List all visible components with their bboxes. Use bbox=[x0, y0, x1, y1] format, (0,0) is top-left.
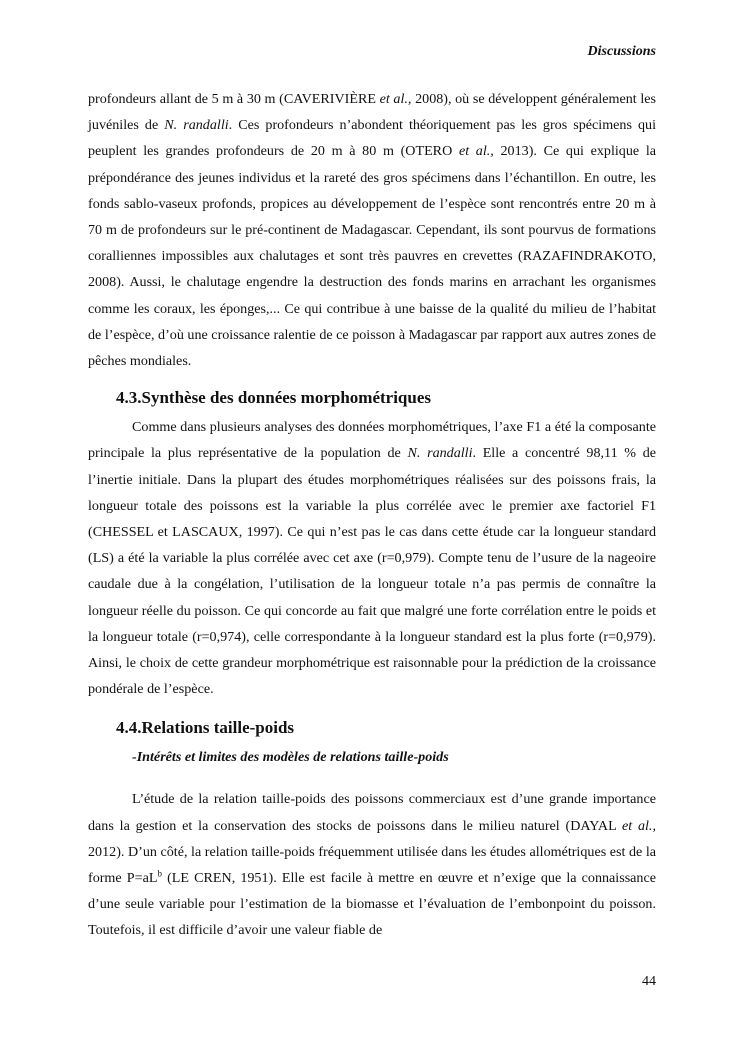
paragraph-morphometrics: Comme dans plusieurs analyses des données morphométriques, l’axe F1 a été la composante principale la plus représentative de la population de N. randalli. Elle a concentré 98,11 % de l’inertie initiale. Dans la plupart des études morphométriques réalisées sur des poissons frais, la longueur totale des poissons est la variable la plus corrélée avec le premier axe factoriel F1 (CHESSEL et LASCAUX, 1997). Ce qui n’est pas le cas dans cette étude car la longueur standard (LS) a été la variable la plus corrélée avec cet axe (r=0,979). Compte tenu de l’usure de la nageoire caudale due à la congélation, l’utilisation de la longueur totale n’a pas permis de connaître la longueur réelle du poisson. Ce qui concorde au fait que malgré une forte corrélation entre le poids et la longueur totale (r=0,974), celle correspondante à la longueur standard est la plus forte (r=0,979). Ainsi, le choix de cette grandeur morphométrique est raisonnable pour la prédiction de la croissance pondérale de l’espèce. bbox=[88, 419, 656, 698]
paragraph-depths: profondeurs allant de 5 m à 30 m (CAVERIVIÈRE et al., 2008), où se développent généralement les juvéniles de N. randalli. Ces profondeurs n’abondent théoriquement pas les gros spécimens qui peuplent les grandes profondeurs de 20 m à 80 m (OTERO et al., 2013). Ce qui explique la prépondérance des jeunes individus et la rareté des gros spécimens dans l’échantillon. En outre, les fonds sablo-vaseux profonds, propices au développement de l’espèce sont rencontrés entre 20 m à 70 m de profondeurs sur le pré-continent de Madagascar. Cependant, ils sont pourvus de formations coralliennes impossibles aux chalutages et sont très pauvres en crevettes (RAZAFINDRAKOTO, 2008). Aussi, le chalutage engendre la destruction des fonds marins en arrachant les organismes comme les coraux, les éponges,... Ce qui contribue à une baisse de la qualité du milieu de l’habitat de l’espèce, d’où une croissance ralentie de ce poisson à Madagascar par rapport aux autres zones de pêches mondiales. bbox=[88, 91, 657, 370]
section-heading-4-3: 4.3.Synthèse des données morphométriques bbox=[116, 388, 431, 408]
subsection-heading: -Intérêts et limites des modèles de relations taille-poids bbox=[132, 749, 449, 766]
section-heading-4-4: 4.4.Relations taille-poids bbox=[116, 718, 295, 738]
page-body bbox=[88, 86, 656, 944]
page-number: 44 bbox=[642, 974, 656, 989]
running-header: Discussions bbox=[587, 44, 656, 59]
paragraph-length-weight: L’étude de la relation taille-poids des poissons commerciaux est d’une grande importance dans la gestion et la conservation des stocks de poissons dans le milieu naturel (DAYAL et al., 2012). D’un côté, la relation taille-poids fréquemment utilisée dans les études allométriques est de la forme $P=aL^b$ (LE CREN, 1951). Elle est facile à mettre en œuvre et n’exige que la connaissance d’une seule variable pour l’estimation de la biomasse et l’évaluation de l’embonpoint du poisson. Toutefois, il est difficile d’avoir une valeur fiable de bbox=[88, 791, 656, 939]
